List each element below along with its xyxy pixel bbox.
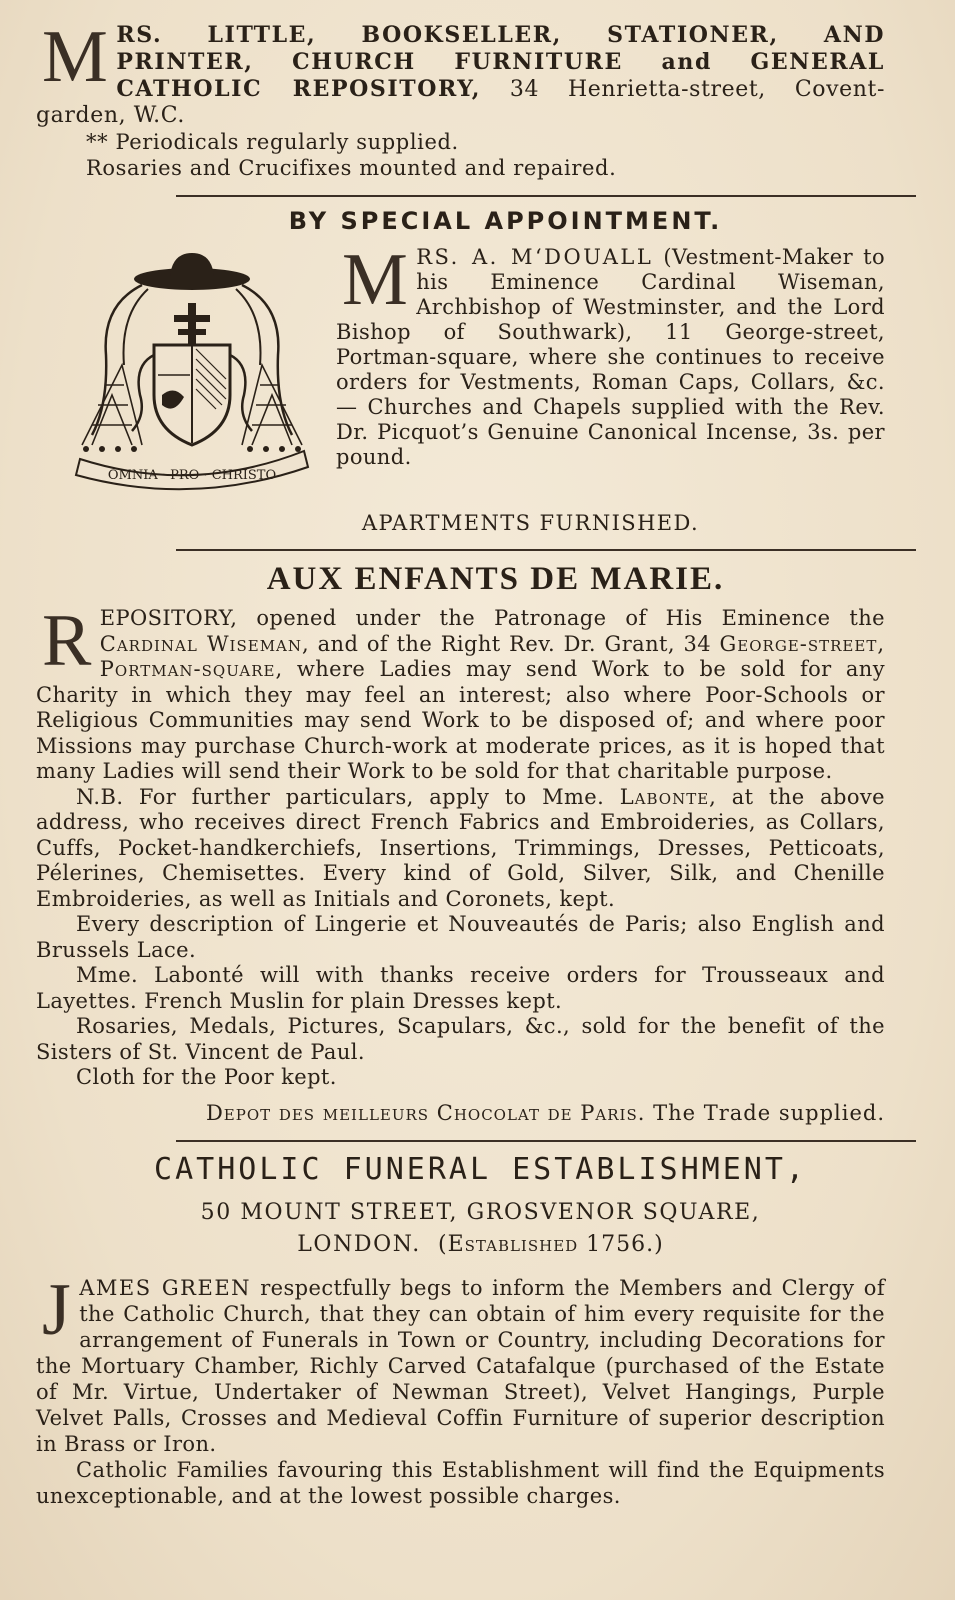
ad-enfants-paragraph-4: Mme. Labonté will with thanks receive orders for Trousseaux and Layettes. French Muslin for plain Dresses kept. (36, 963, 885, 1013)
crest-motto: OMNIA · PRO · CHRISTO (107, 468, 277, 483)
ad-mdouall-description: (Vestment-Maker to his Eminence Cardinal Wiseman, Archbishop of Westminster, and the Lord Bishop of Southwark), 11 George-street, Portman-square, where she continues to receive orders for Vestments, Roman Caps, Collars, &c. — Churches and Chapels supplied with the Rev. Dr. Picquot’s Genuine Canonical Incense, 3s. per pound. (336, 245, 885, 469)
ad-enfants-paragraph-5: Rosaries, Medals, Pictures, Scapulars, &c., sold for the benefit of the Sisters of St. Vincent de Paul. (36, 1014, 885, 1064)
ad-little-note-rosaries: Rosaries and Crucifixes mounted and repaired. (86, 156, 617, 180)
text-run: N.B. For further particulars, apply to Mme. (76, 784, 620, 809)
text-run: Cardinal Wiseman (99, 631, 303, 656)
text-run: George-street, Portman-square (99, 631, 885, 681)
divider-rule (176, 195, 916, 197)
ad-little-lead: RS. LITTLE, BOOKSELLER, STATIONER, AND PRINTER, CHURCH FURNITURE and GENERAL CATHOLIC REPOSITORY, (116, 22, 885, 102)
ad-funeral-title: CATHOLIC FUNERAL ESTABLISHMENT, (154, 1152, 807, 1187)
divider-rule (176, 1140, 916, 1142)
text-run: , and of the Right Rev. Dr. Grant, 34 (302, 631, 720, 656)
ad-enfants-depot-line (36, 1101, 885, 1127)
ad-mdouall-lead: RS. A. M‘DOUALL (416, 245, 654, 269)
divider-rule (176, 549, 916, 551)
text-run: (Established 1756.) (438, 1232, 664, 1257)
text-run: EPOSITORY, opened under the Patronage of His Eminence the (99, 606, 885, 630)
ad-little-address: 34 Henrietta-street, Covent-garden, W.C. (36, 77, 885, 128)
dropcap: M (42, 16, 109, 98)
text-run: AMES GREEN (79, 1276, 252, 1300)
ad-funeral-address-1: 50 MOUNT STREET, GROSVENOR SQUARE, (200, 1200, 761, 1225)
ad-funeral-paragraph-1 (36, 1269, 886, 1457)
ad-mdouall-heading: BY SPECIAL APPOINTMENT. (288, 207, 723, 235)
ad-mrs-little (36, 16, 885, 181)
text-run: LONDON. (297, 1232, 421, 1257)
ad-catholic-funeral (36, 1152, 885, 1509)
ad-mdouall-body (336, 239, 885, 505)
ad-little-text (36, 16, 885, 129)
ad-funeral-paragraph-2: Catholic Families favouring this Establishment will find the Equipments unexceptionable, and at the lowest possible charges. (36, 1458, 885, 1508)
ad-enfants-paragraph-2 (36, 785, 885, 913)
text-run: Depot des meilleurs Chocolat de Paris. (205, 1100, 646, 1125)
text-run: Labonte (619, 784, 710, 809)
ad-mdouall (36, 207, 885, 535)
cardinal-crest-icon (62, 245, 322, 505)
ad-enfants-title: AUX ENFANTS DE MARIE. (266, 561, 725, 597)
ad-enfants-paragraph-1 (36, 600, 885, 785)
dropcap: J (42, 1269, 72, 1351)
dropcap: R (42, 600, 92, 682)
text-run: , where Ladies may send Work to be sold for any Charity in which they may feel an interest; also where Poor-Schools or Religious Communities may send Work to be disposed of; and where poor Missions may purchase Church-work at moderate prices, as it is hoped that many Ladies will send their Work to be sold for that charitable purpose. (36, 657, 885, 783)
ad-funeral-address-2 (76, 1229, 885, 1261)
ad-mdouall-footer: APARTMENTS FURNISHED. (361, 511, 700, 535)
ad-enfants-paragraph-6: Cloth for the Poor kept. (76, 1065, 337, 1089)
ad-little-note-periodicals: *⁡* Periodicals regularly supplied. (86, 130, 459, 154)
text-run: respectfully begs to inform the Members and Clergy of the Catholic Church, that they can obtain of him every requisite for the arrangement of Funerals in Town or Country, including Decorations for the Mortuary Chamber, Richly Carved Catafalque (purchased of the Estate of Mr. Virtue, Undertaker of Newman Street), Velvet Hangings, Purple Velvet Palls, Crosses and Medieval Coffin Furniture of superior description in Brass or Iron. (36, 1276, 886, 1456)
ad-aux-enfants (36, 561, 885, 1126)
text-run: , at the above address, who receives direct French Fabrics and Embroideries, as Collars, Cuffs, Pocket-handkerchiefs, Insertions, Trimmings, Dresses, Petticoats, Pélerines, Chemisettes. Every kind of Gold, Silver, Silk, and Chenille Embroideries, as well as Initials and Coronets, kept. (36, 784, 885, 911)
dropcap: M (342, 239, 409, 321)
text-run: The Trade supplied. (645, 1100, 885, 1125)
ad-enfants-paragraph-3: Every description of Lingerie et Nouveautés de Paris; also English and Brussels Lace. (36, 912, 885, 962)
